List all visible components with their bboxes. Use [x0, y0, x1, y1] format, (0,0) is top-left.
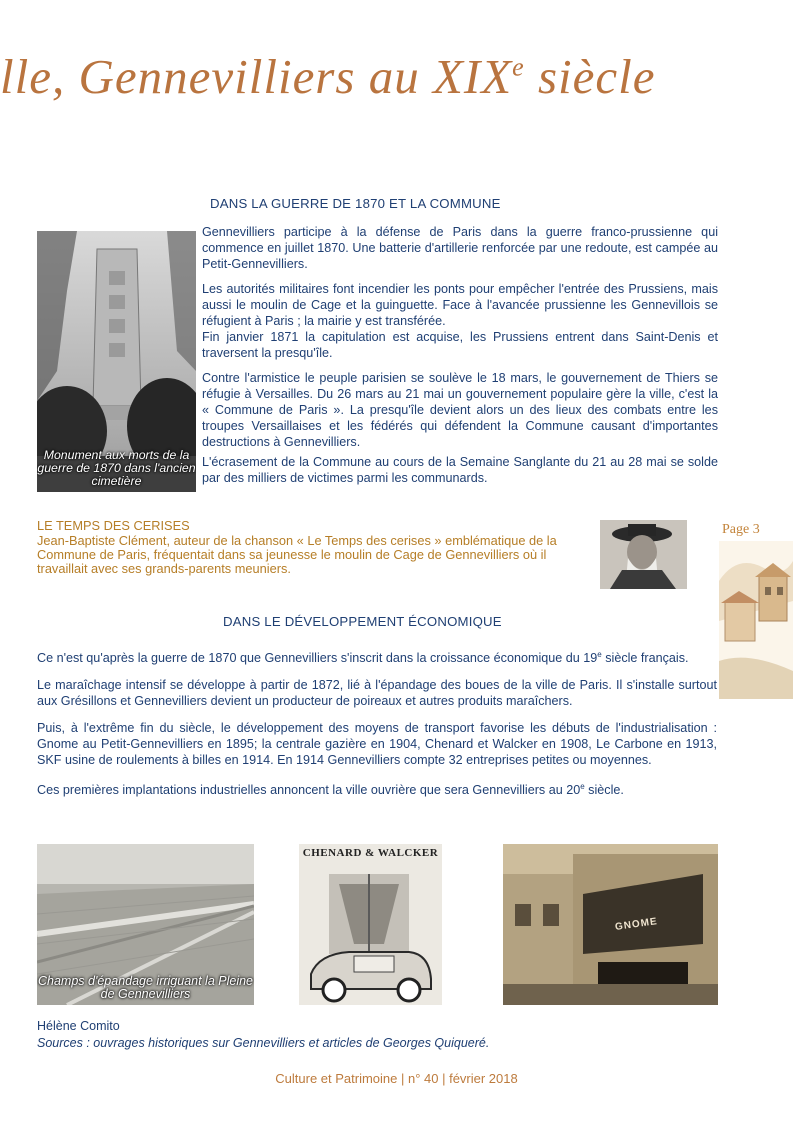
economy-paragraph-1: Ce n'est qu'après la guerre de 1870 que Gennevilliers s'inscrit dans la croissance économique du 19e siècle français.	[37, 650, 689, 666]
epandage-photo-caption: Champs d'épandage irriguant la Pleine de Gennevilliers	[37, 974, 254, 1001]
village-sketch-illustration	[719, 541, 793, 699]
economy-text-block	[37, 647, 717, 798]
war-paragraph-3: Fin janvier 1871 la capitulation est acquise, les Prussiens entrent dans Saint-Denis et traversent la presqu'île.	[202, 330, 718, 360]
gnome-sign: GNOME	[614, 916, 659, 933]
war-text-block	[202, 224, 718, 486]
chenard-walcker-poster	[299, 844, 442, 1005]
sources-line: Sources : ouvrages historiques sur Gennevilliers et articles de Georges Quiqueré.	[37, 1036, 490, 1050]
war-paragraph-5: L'écrasement de la Commune au cours de la Semaine Sanglante du 21 au 28 mai se solde par des milliers de victimes parmi les communards.	[202, 455, 718, 485]
economy-paragraph-2: Le maraîchage intensif se développe à partir de 1872, lié à l'épandage des boues de la ville de Paris. Il s'installe surtout aux Grésillons et Gennevilliers devient un producteur de poireaux et autres produits maraîchers.	[37, 678, 717, 709]
author-name: Hélène Comito	[37, 1019, 120, 1033]
war-paragraph-4: Contre l'armistice le peuple parisien se soulève le 18 mars, le gouvernement de Thiers se réfugie à Versailles. Du 26 mars au 21 mai un gouvernement populaire gère la ville, c'est la « Commune de Paris ». La presqu'île devient alors un des lieux des combats entre les troupes Versaillaises et les fédérés qui défendent la Commune causant d'importantes destructions à Gennevilliers.	[202, 371, 718, 449]
page-tab-sketch	[719, 541, 793, 699]
page-tab-label: Page 3	[722, 522, 760, 537]
page-title: lle, Gennevilliers au XIXe siècle	[0, 49, 656, 104]
footer: Culture et Patrimoine | n° 40 | février 2018	[275, 1071, 518, 1086]
cerises-text: Jean-Baptiste Clément, auteur de la chanson « Le Temps des cerises » emblématique de la Commune de Paris, fréquentait dans sa jeunesse le moulin de Cage de Gennevilliers où il travaillait avec ses grands-parents meuniers.	[37, 533, 557, 576]
epandage-photo	[37, 844, 254, 1005]
portrait-photo	[600, 520, 687, 589]
poster-illustration	[299, 844, 442, 1005]
section-heading-economy: DANS LE DÉVELOPPEMENT ÉCONOMIQUE	[223, 614, 502, 629]
war-paragraph-2: Les autorités militaires font incendier les ponts pour empêcher l'entrée des Prussiens, mais aussi le moulin de Cage et la guinguette. Face à l'avancée prussienne les Gennevillois se réfugient à Paris ; la mairie y est transférée.	[202, 282, 718, 328]
poster-title: CHENARD & WALCKER	[302, 847, 439, 859]
monument-photo-caption: Monument aux morts de la guerre de 1870 dans l'ancien cimetière	[37, 448, 196, 488]
economy-paragraph-4: Ces premières implantations industrielles annoncent la ville ouvrière que sera Gennevilliers au 20e siècle.	[37, 782, 624, 798]
war-paragraph-1: Gennevilliers participe à la défense de Paris dans la guerre franco-prussienne qui commence en juillet 1870. Une batterie d'artillerie renforcée par une redoute, est campée au Petit-Gennevilliers.	[202, 225, 718, 271]
economy-paragraph-3: Puis, à l'extrême fin du siècle, le développement des moyens de transport favorise les débuts de l'industrialisation : Gnome au Petit-Gennevilliers en 1895; la centrale gazière en 1904, Chenard et Walcker en 1908, Le Carbone en 1913, SKF usine de roulements à billes en 1914. En 1914 Gennevilliers compte 32 entreprises petites ou moyennes.	[37, 721, 717, 768]
section-heading-war: DANS LA GUERRE DE 1870 ET LA COMMUNE	[210, 196, 501, 211]
cerises-title: LE TEMPS DES CERISES	[37, 518, 190, 533]
portrait-illustration	[600, 520, 687, 589]
gnome-factory-illustration	[503, 844, 718, 1005]
gnome-factory-photo	[503, 844, 718, 1005]
monument-photo	[37, 231, 196, 492]
